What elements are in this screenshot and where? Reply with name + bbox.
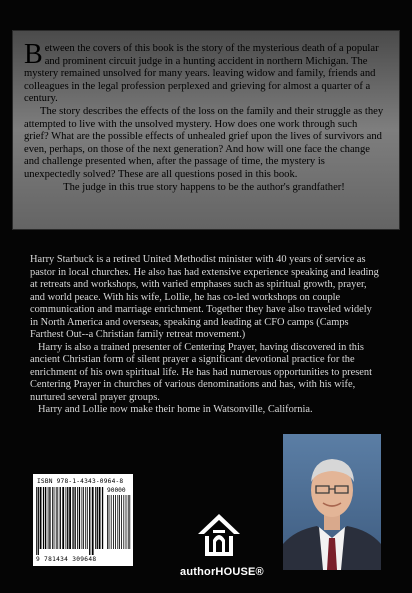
price-barcode-bars [107,495,131,555]
bio-paragraph-2: Harry is also a trained presenter of Centering Prayer, having discovered in this ancient Christian form of silent prayer a significant devotional practice for the enrichment of his own spiritual life. He has had numerous opportunities to present Centering Prayer in churches of various denominations and has, with his wife, nurtured several prayer groups. [30,341,372,403]
drop-cap: B [24,39,43,70]
bio-paragraph-1: Harry Starbuck is a retired United Methodist minister with 40 years of service as pastor in local churches. He also has had extensive experience speaking and leading at retreats and workshops, with varied emphases such as spiritual growth, prayer, and world peace. With his wife, Lollie, he has co-led workshops on couple communication and marriage enrichment. Together they have also traveled widely in North America and overseas, speaking and leading at CFO camps (Camps Farthest Out--a Christian family retreat movement.) [30,254,379,340]
blurb-paragraph-3: The judge in this true story happens to be the author's grandfather! [63,181,345,193]
isbn-label: ISBN 978-1-4343-0964-8 [37,478,124,485]
isbn-barcode [33,474,133,566]
author-bio [30,254,380,417]
price-code-label: 90000 [107,487,126,494]
blurb-paragraph-1-text: etween the covers of this book is the story of the mysterious death of a popular and prominent circuit judge in a hunting accident in northern Michigan. The mystery remained unsolved for many years. leaving widow and family, friends and colleagues in the legal profession perplexed and grieving for almost a quarter of a century. [24,43,379,105]
blurb-paragraph-1 [24,39,384,106]
ean-barcode-bars [36,487,104,555]
authorhouse-logo-icon [196,512,242,558]
book-blurb [24,39,384,194]
publisher-name: authorHOUSE® [180,566,264,578]
author-photo [283,434,381,570]
bio-paragraph-3: Harry and Lollie now make their home in Watsonville, California. [38,404,313,415]
barcode-digits: 9 781434 309648 [36,556,97,563]
blurb-paragraph-2: The story describes the effects of the loss on the family and their struggle as they attempted to live with the unsolved mystery. How does one work through such grief? What are the possible effects of unhealed grief upon the lives of survivors and even, perhaps, on those of the next generation? And how will one face the change and challenge presented when, after the passage of time, the mystery is unexpectedly solved? These are all questions posed in this book. [24,105,384,180]
